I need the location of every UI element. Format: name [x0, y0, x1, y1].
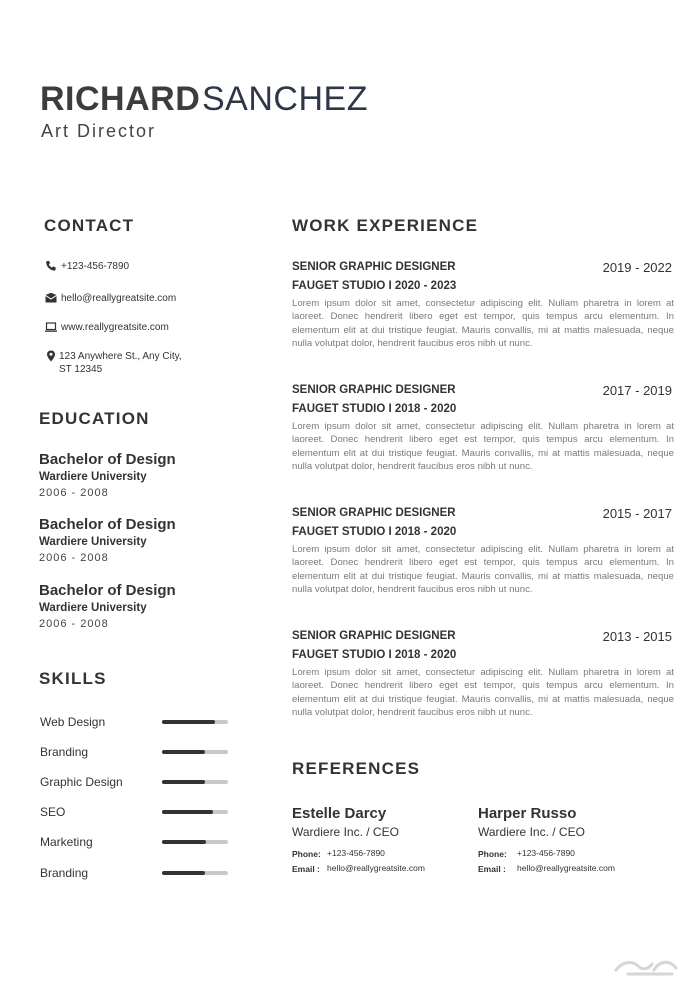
email-icon: [45, 292, 57, 304]
reference-email-label: Email :: [478, 864, 506, 874]
skill-bar: [162, 810, 228, 814]
skill-bar: [162, 750, 228, 754]
phone-icon: [45, 260, 57, 272]
job-company: FAUGET STUDIO I 2018 - 2020: [292, 649, 457, 661]
skill-bar: [162, 780, 228, 784]
first-name: RICHARD: [40, 80, 201, 118]
contact-website: [45, 321, 245, 337]
skill-name: Web Design: [40, 715, 106, 729]
job-title-entry: SENIOR GRAPHIC DESIGNER: [292, 261, 456, 273]
reference-name: Estelle Darcy: [292, 805, 387, 822]
job-description: Lorem ipsum dolor sit amet, consectetur adipiscing elit. Nullam pharetra in lorem at laoreet. Donec hendrerit libero eget est tempor, quis tempus arcu elementum. In elementum elit at dui tristique feugiat. Mauris convallis, mi at mattis malesuada, neque nulla volutpat dolor, hendrerit faucibus eros nibh ut nunc.: [292, 298, 674, 349]
website-text: www.reallygreatsite.com: [61, 322, 169, 333]
references-heading: REFERENCES: [292, 759, 421, 778]
contact-phone: [45, 260, 245, 276]
reference-phone: +123-456-7890: [517, 848, 575, 858]
job-title-entry: SENIOR GRAPHIC DESIGNER: [292, 630, 456, 642]
job-description: Lorem ipsum dolor sit amet, consectetur adipiscing elit. Nullam pharetra in lorem at laoreet. Donec hendrerit libero eget est tempor, quis tempus arcu elementum. In elementum elit at dui tristique feugiat. Mauris convallis, mi at mattis malesuada, neque nulla volutpat dolor, hendrerit faucibus eros nibh ut nunc.: [292, 667, 674, 718]
reference-email-label: Email :: [292, 864, 320, 874]
reference-email: hello@reallygreatsite.com: [517, 863, 615, 873]
skill-bar: [162, 720, 228, 724]
job-years: 2017 - 2019: [602, 383, 672, 398]
job-title: Art Director: [41, 121, 157, 141]
skill-bar: [162, 840, 228, 844]
phone-text: +123-456-7890: [61, 261, 130, 272]
reference-role: Wardiere Inc. / CEO: [292, 825, 399, 839]
contact-address: [45, 350, 245, 380]
job-description: Lorem ipsum dolor sit amet, consectetur adipiscing elit. Nullam pharetra in lorem at laoreet. Donec hendrerit libero eget est tempor, quis tempus arcu elementum. In elementum elit at dui tristique feugiat. Mauris convallis, mi at mattis malesuada, neque nulla volutpat dolor, hendrerit faucibus eros nibh ut nunc.: [292, 544, 674, 595]
job-description: Lorem ipsum dolor sit amet, consectetur adipiscing elit. Nullam pharetra in lorem at laoreet. Donec hendrerit libero eget est tempor, quis tempus arcu elementum. In elementum elit at dui tristique feugiat. Mauris convallis, mi at mattis malesuada, neque nulla volutpat dolor, hendrerit faucibus eros nibh ut nunc.: [292, 421, 674, 472]
skill-name: Marketing: [40, 835, 93, 849]
skill-bar: [162, 871, 228, 875]
job-company: FAUGET STUDIO I 2020 - 2023: [292, 280, 457, 292]
education-university: Wardiere University: [39, 602, 147, 614]
education-degree: Bachelor of Design: [39, 451, 176, 468]
job-years: 2019 - 2022: [602, 260, 672, 275]
skill-bar-fill: [162, 810, 213, 814]
education-degree: Bachelor of Design: [39, 516, 176, 533]
skill-name: Graphic Design: [40, 775, 123, 789]
education-degree: Bachelor of Design: [39, 582, 176, 599]
reference-phone-label: Phone:: [292, 849, 321, 859]
skill-bar-fill: [162, 750, 205, 754]
job-company: FAUGET STUDIO I 2018 - 2020: [292, 526, 457, 538]
skill-name: Branding: [40, 745, 89, 759]
job-years: 2013 - 2015: [602, 629, 672, 644]
contact-heading: CONTACT: [44, 216, 135, 235]
job-company: FAUGET STUDIO I 2018 - 2020: [292, 403, 457, 415]
work-heading: WORK EXPERIENCE: [292, 216, 479, 235]
contact-email: [45, 292, 245, 308]
watermark-logo: [612, 952, 682, 978]
education-university: Wardiere University: [39, 536, 147, 548]
education-heading: EDUCATION: [39, 409, 150, 428]
reference-phone-label: Phone:: [478, 849, 507, 859]
job-title-entry: SENIOR GRAPHIC DESIGNER: [292, 507, 456, 519]
skill-name: Branding: [40, 866, 89, 880]
education-university: Wardiere University: [39, 471, 147, 483]
laptop-icon: [45, 321, 57, 333]
education-years: 2006 - 2008: [39, 552, 109, 564]
reference-phone: +123-456-7890: [327, 848, 385, 858]
skill-bar-fill: [162, 780, 205, 784]
skills-heading: SKILLS: [39, 669, 107, 688]
education-years: 2006 - 2008: [39, 618, 109, 630]
location-pin-icon: [45, 350, 57, 362]
skill-bar-fill: [162, 871, 205, 875]
address-line-1: 123 Anywhere St., Any City,: [59, 351, 182, 362]
reference-email: hello@reallygreatsite.com: [327, 863, 425, 873]
email-text: hello@reallygreatsite.com: [61, 293, 177, 304]
reference-role: Wardiere Inc. / CEO: [478, 825, 585, 839]
skill-name: SEO: [40, 805, 66, 819]
last-name: SANCHEZ: [202, 80, 368, 118]
job-title-entry: SENIOR GRAPHIC DESIGNER: [292, 384, 456, 396]
skill-bar-fill: [162, 720, 215, 724]
job-years: 2015 - 2017: [602, 506, 672, 521]
address-line-2: ST 12345: [59, 364, 103, 375]
skill-bar-fill: [162, 840, 206, 844]
education-years: 2006 - 2008: [39, 487, 109, 499]
reference-name: Harper Russo: [478, 805, 577, 822]
